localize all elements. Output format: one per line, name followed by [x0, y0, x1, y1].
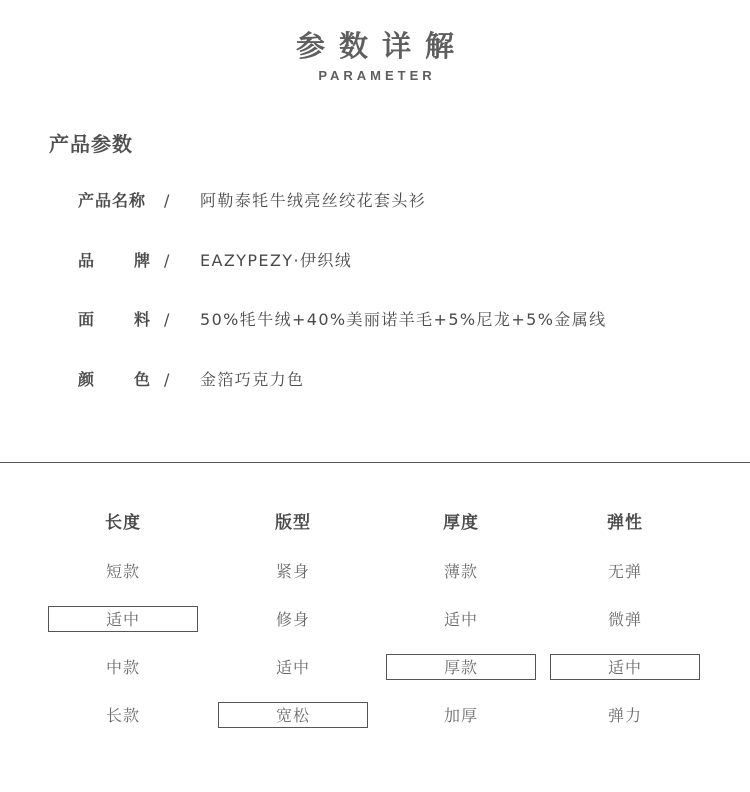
- param-label-fabric-char-1: 面: [78, 310, 95, 329]
- section-divider: [0, 462, 750, 463]
- param-row-product-name: [78, 188, 698, 214]
- param-value-product-name: 阿勒泰牦牛绒亮丝绞花套头衫: [200, 191, 427, 210]
- attr-option-elasticity-1: 无弹: [607, 562, 642, 581]
- attr-option-fit-3: 适中: [275, 658, 310, 677]
- param-row-brand: [78, 248, 698, 274]
- attr-option-thickness-3: 厚款: [386, 654, 536, 680]
- attr-header-elasticity: 弹性: [607, 513, 643, 533]
- page-title-cn: 参数详解: [295, 29, 468, 63]
- param-row-color: [78, 367, 698, 393]
- attr-column-elasticity: [550, 510, 700, 728]
- attr-option-elasticity-3: 适中: [550, 654, 700, 680]
- attr-header-fit: 版型: [275, 513, 311, 533]
- attr-option-thickness-1: 薄款: [443, 562, 478, 581]
- attr-option-fit-2: 修身: [275, 610, 310, 629]
- param-label-brand-char-1: 品: [78, 251, 95, 270]
- param-value-color: 金箔巧克力色: [200, 370, 305, 389]
- attr-option-length-4: 长款: [105, 706, 140, 725]
- attr-column-thickness: [386, 510, 536, 728]
- param-label-color: [78, 367, 150, 393]
- attr-option-length-3: 中款: [105, 658, 140, 677]
- product-params-section-title: 产品参数: [49, 132, 133, 156]
- param-label-fabric: [78, 307, 150, 333]
- param-separator: /: [164, 251, 170, 270]
- param-separator: /: [164, 191, 170, 210]
- param-label-color-char-2: 色: [133, 370, 150, 389]
- attr-column-length: [48, 510, 198, 728]
- attr-option-elasticity-4: 弹力: [607, 706, 642, 725]
- attr-option-thickness-4: 加厚: [443, 706, 478, 725]
- attr-option-length-1: 短款: [105, 562, 140, 581]
- attr-option-elasticity-2: 微弹: [607, 610, 642, 629]
- attr-column-fit: [218, 510, 368, 728]
- param-label-product-name: 产品名称: [78, 191, 147, 210]
- attr-option-fit-1: 紧身: [275, 562, 310, 581]
- attr-header-thickness: 厚度: [443, 513, 479, 533]
- param-label-brand: [78, 248, 150, 274]
- param-separator: /: [164, 370, 170, 389]
- attr-option-fit-4: 宽松: [218, 702, 368, 728]
- param-row-fabric: [78, 307, 698, 333]
- param-label-brand-char-2: 牌: [133, 251, 150, 270]
- param-value-fabric: 50%牦牛绒+40%美丽诺羊毛+5%尼龙+5%金属线: [200, 310, 607, 329]
- param-separator: /: [164, 310, 170, 329]
- attr-option-length-2: 适中: [48, 606, 198, 632]
- param-value-brand: EAZYPEZY·伊织绒: [200, 251, 353, 270]
- param-label-fabric-char-2: 料: [133, 310, 150, 329]
- attr-option-thickness-2: 适中: [443, 610, 478, 629]
- attr-header-length: 长度: [105, 513, 141, 533]
- page-title-en: PARAMETER: [318, 68, 436, 83]
- param-label-color-char-1: 颜: [78, 370, 95, 389]
